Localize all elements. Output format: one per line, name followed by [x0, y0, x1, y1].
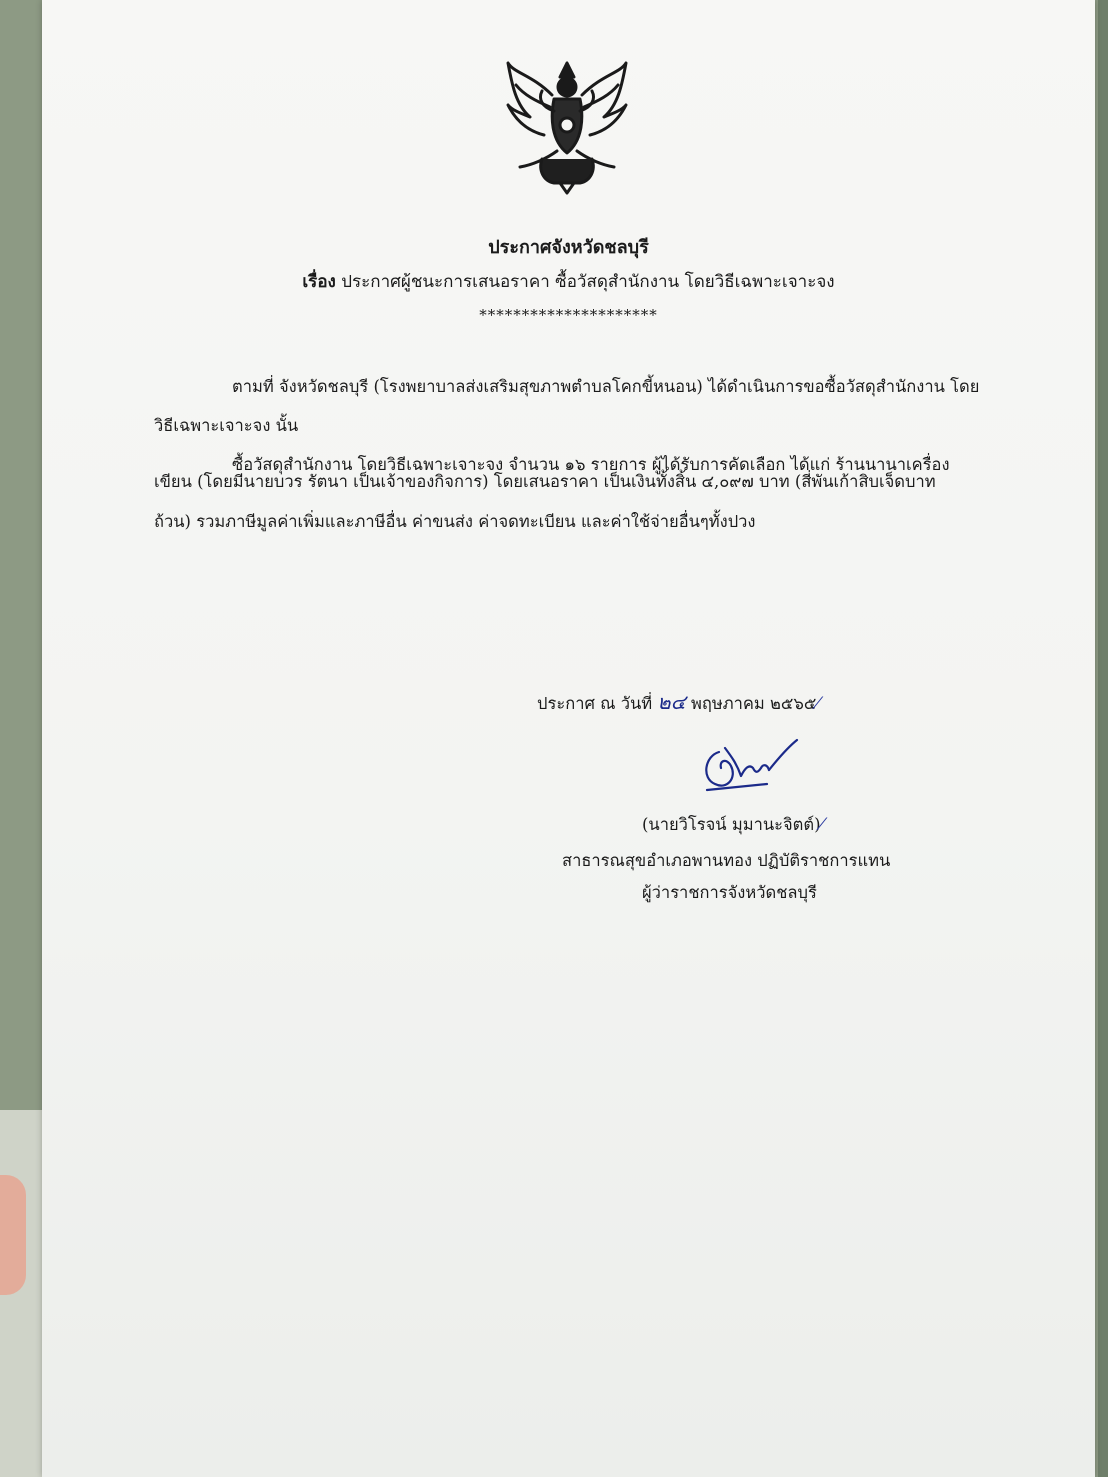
background-object — [0, 1175, 26, 1295]
subject-label: เรื่อง — [302, 272, 336, 292]
date-prefix: ประกาศ ณ วันที่ — [537, 694, 653, 713]
signer-title: ผู้ว่าราชการจังหวัดชลบุรี — [642, 883, 817, 902]
signer-name-text: (นายวิโรจน์ มุมานะจิตต์) — [642, 815, 821, 834]
signer-position: สาธารณสุขอำเภอพานทอง ปฏิบัติราชการแทน — [562, 851, 891, 870]
signature-icon — [697, 738, 817, 798]
paragraph-2-line-3: ถ้วน) รวมภาษีมูลค่าเพิ่มและภาษีอื่น ค่าขนส่ง ค่าจดทะเบียน และค่าใช้จ่ายอื่นๆทั้งปวง — [154, 512, 756, 531]
signer-name — [642, 812, 823, 838]
date-day-handwritten: ๒๔ — [657, 690, 686, 714]
announcement-date — [537, 686, 819, 718]
paragraph-2-line-2: เขียน (โดยมีนายบวร รัตนา เป็นเจ้าของกิจการ) โดยเสนอราคา เป็นเงินทั้งสิ้น ๔,๐๙๗ บาท (สี่พันเก้าสิบเจ็ดบาท — [154, 472, 936, 491]
date-rest: พฤษภาคม ๒๕๖๕ — [690, 694, 817, 713]
background-right — [1098, 0, 1108, 1477]
subject-text: ประกาศผู้ชนะการเสนอราคา ซื้อวัสดุสำนักงาน โดยวิธีเฉพาะเจาะจง — [341, 272, 835, 292]
document-title: ประกาศจังหวัดชลบุรี — [488, 237, 649, 258]
paragraph-1-line-2: วิธีเฉพาะเจาะจง นั้น — [154, 416, 299, 435]
separator: ********************* — [479, 306, 658, 324]
paragraph-1-line-1: ตามที่ จังหวัดชลบุรี (โรงพยาบาลส่งเสริมสุขภาพตำบลโคกขี้หนอน) ได้ดำเนินการขอซื้อวัสดุสำนักงาน โดย — [232, 377, 980, 396]
document-subject — [42, 268, 1095, 295]
pen-tick-icon: ⁄ — [816, 694, 820, 713]
pen-tick-icon: ⁄ — [820, 815, 824, 834]
document-page — [42, 0, 1095, 1477]
garuda-emblem-icon — [502, 55, 632, 195]
paragraph-2-line-1: ซื้อวัสดุสำนักงาน โดยวิธีเฉพาะเจาะจง จำนวน ๑๖ รายการ ผู้ได้รับการคัดเลือก ได้แก่ ร้านนานาเครื่อง — [232, 455, 950, 474]
